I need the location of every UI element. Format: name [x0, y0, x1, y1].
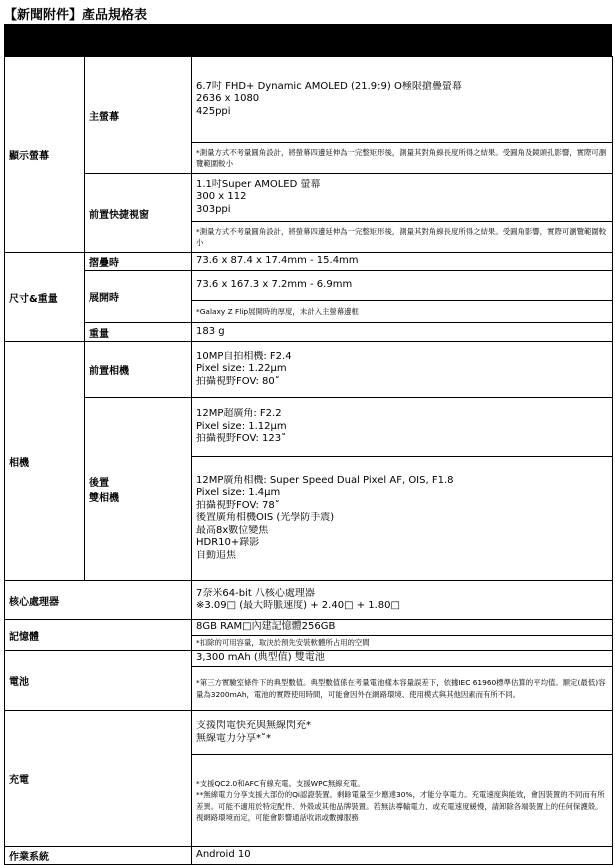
ultrawide-line: 拍攝視野FOV: 123˚ — [196, 433, 287, 445]
table-row — [5, 174, 613, 222]
table-row — [5, 57, 613, 143]
main-screen-line: 2636 x 1080 — [196, 93, 260, 105]
note-text: *測量方式不考量圓角設計，將螢幕四邊延伸為一完整矩形後，測量其對角線長度所得之結果。受圓角影響，實際可瀏覽範圍較小 — [196, 226, 607, 247]
note-text: *Galaxy Z Flip展開時的厚度，未計入主螢幕邊框 — [196, 306, 359, 316]
table-row — [5, 323, 613, 342]
note-text: *第三方實驗室條件下的典型數值。典型數值係在考量電池樣本容量誤差下，依據IEC 61960標準估算的平均值。額定(最低)容量為3200mAh，電池的實際使用時間，可能會因外在網路環境、使用模式與其他因素而有所不同。 — [196, 678, 606, 699]
note-text: *測量方式不考量圓角設計，將螢幕四邊延伸為一完整矩形後，測量其對角線長度所得之結果。受圓角及鏡頭孔影響，實際可瀏覽範圍較小 — [196, 147, 607, 168]
document-title: 【新聞附件】產品規格表 — [4, 8, 148, 23]
battery-category: 電池 — [5, 651, 192, 711]
battery-value: 3,300 mAh (典型值) 雙電池 — [192, 651, 613, 667]
table-row — [5, 581, 613, 620]
ultrawide-camera-specs — [192, 398, 613, 457]
processor-line: 7奈米64-bit 八核心處理器 — [196, 587, 315, 599]
unfolded-label: 展開時 — [85, 271, 192, 323]
display-category: 顯示螢幕 — [5, 57, 85, 253]
table-row — [5, 253, 613, 271]
folded-label: 摺疊時 — [85, 253, 192, 271]
os-category: 作業系統 — [5, 847, 192, 865]
cover-screen-specs — [192, 174, 613, 222]
main-screen-specs — [192, 57, 613, 143]
memory-note — [192, 636, 613, 651]
cover-screen-line: 1.1吋Super AMOLED 螢幕 — [196, 178, 321, 190]
table-row — [5, 398, 613, 457]
charging-line: 支援閃電快充與無線閃充* — [196, 720, 311, 732]
rear-camera-label-line: 後置 — [89, 478, 109, 489]
processor-line: ※3.09□ (最大時脈速度) + 2.40□ + 1.80□ — [196, 600, 400, 611]
processor-specs — [192, 581, 613, 620]
camera-category: 相機 — [5, 342, 85, 581]
charging-line: 無線電力分享*˚* — [196, 732, 271, 744]
table-row — [5, 711, 613, 755]
wide-line: 自動追焦 — [196, 549, 236, 561]
memory-value: 8GB RAM□內建記憶體256GB — [192, 620, 613, 636]
table-row — [5, 651, 613, 667]
wide-line: 最高8x數位變焦 — [196, 524, 269, 536]
wide-line: 12MP廣角相機: Super Speed Dual Pixel AF, OIS, F1.8 — [196, 475, 454, 487]
table-row — [5, 342, 613, 398]
spec-table — [4, 56, 613, 865]
front-camera-line: 拍攝視野FOV: 80˚ — [196, 375, 280, 387]
table-row — [5, 271, 613, 301]
cover-screen-label: 前置快捷視窗 — [85, 174, 192, 253]
charging-specs — [192, 711, 613, 755]
main-screen-note — [192, 143, 613, 174]
main-screen-line: 425ppi — [196, 105, 231, 117]
front-camera-line: Pixel size: 1.22μm — [196, 363, 287, 375]
front-camera-specs — [192, 342, 613, 398]
cover-screen-note — [192, 222, 613, 253]
weight-label: 重量 — [85, 323, 192, 342]
main-screen-line: 6.7吋 FHD+ Dynamic AMOLED (21.9:9) O極限搶疊螢幕 — [196, 80, 462, 92]
wide-camera-specs — [192, 457, 613, 581]
note-text: *扣除的可用容量，取決於預先安裝軟體所占用的空間 — [196, 638, 370, 648]
folded-value: 73.6 x 87.4 x 17.4mm - 15.4mm — [192, 253, 613, 271]
dimensions-category: 尺寸&重量 — [5, 253, 85, 342]
battery-note — [192, 667, 613, 711]
wide-line: 後置廣角相機OIS (光學防手震) — [196, 512, 335, 524]
os-value: Android 10 — [192, 847, 613, 865]
ultrawide-line: Pixel size: 1.12μm — [196, 420, 287, 432]
cover-screen-line: 300 x 112 — [196, 191, 247, 203]
unfolded-value: 73.6 x 167.3 x 7.2mm - 6.9mm — [192, 271, 613, 301]
wide-line: Pixel size: 1.4μm — [196, 487, 281, 499]
front-camera-label: 前置相機 — [85, 342, 192, 398]
rear-camera-label-line: 雙相機 — [89, 493, 119, 504]
front-camera-line: 10MP自拍相機: F2.4 — [196, 350, 292, 362]
table-row — [5, 847, 613, 865]
charging-category: 充電 — [5, 711, 192, 847]
main-screen-label: 主螢幕 — [85, 57, 192, 174]
rear-camera-label — [85, 398, 192, 581]
cover-screen-line: 303ppi — [196, 203, 231, 215]
header-band — [4, 24, 612, 56]
memory-category: 記憶體 — [5, 620, 192, 651]
table-row — [5, 620, 613, 636]
weight-value: 183 g — [192, 323, 613, 342]
ultrawide-line: 12MP超廣角: F2.2 — [196, 408, 282, 420]
charging-note: **無線電力分享支援大部份的Qi認證裝置。剩餘電量至少應達30%，才能分享電力。充電速度與能效，會因裝置的不同而有所差異。可能不適用於特定配件、外殼或其他品牌裝置。若無法導輸電力、或充電速度緩慢，請卸除各端裝置上的任何保護殼。視網路環境而定，可能會影響通話收訊或數據服務 — [196, 790, 605, 822]
unfolded-note — [192, 301, 613, 323]
wide-line: 拍攝視野FOV: 78˚ — [196, 499, 280, 511]
processor-category: 核心處理器 — [5, 581, 192, 620]
wide-line: HDR10+錄影 — [196, 537, 260, 549]
charging-note: *支援QC2.0和AFC有線充電。支援WPC無線充電。 — [196, 779, 365, 789]
